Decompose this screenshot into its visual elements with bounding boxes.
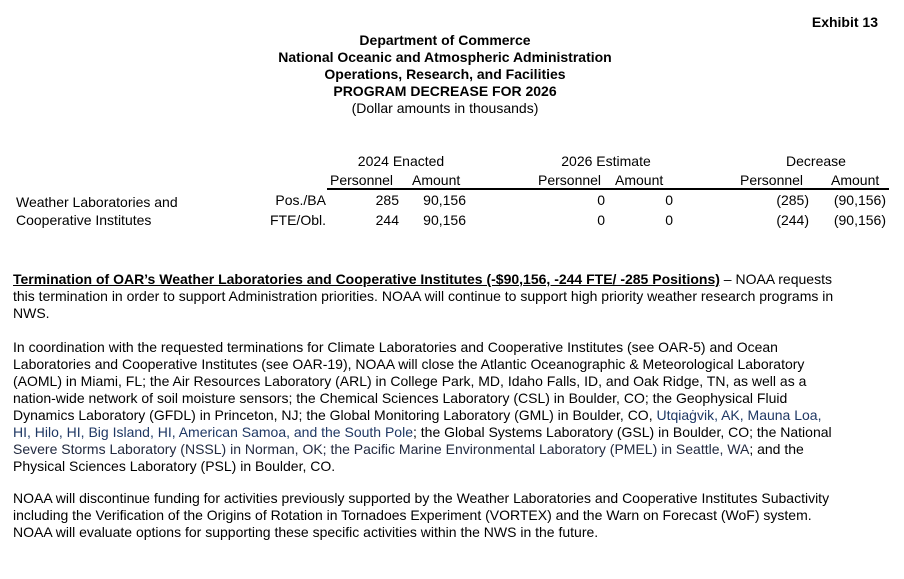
group-header-2024-enacted: 2024 Enacted	[357, 153, 445, 169]
highlighted-text: Utqiaġvik, AK, Mauna Loa,	[656, 407, 822, 423]
row-label: Cooperative Institutes	[16, 212, 152, 228]
lab-closure-paragraph	[13, 339, 832, 475]
col-header-amount: Amount	[615, 172, 664, 188]
units-note: (Dollar amounts in thousands)	[351, 100, 539, 116]
paragraph-text: Dynamics Laboratory (GFDL) in Princeton, NJ; the Global Monitoring Laboratory (GML) in Boulder, CO,	[13, 407, 657, 423]
exhibit-number: Exhibit 13	[811, 14, 878, 30]
paragraph-text: In coordination with the requested terminations for Climate Laboratories and Cooperative Institutes (see OAR-5) and Ocean	[13, 339, 778, 355]
paragraph-text: – NOAA requests	[719, 271, 832, 287]
highlighted-text: HI, Hilo, HI, Big Island, HI, American Samoa, and the South Pole	[13, 424, 413, 440]
paragraph-text: including the Verification of the Origins of Rotation in Tornadoes Experiment (VORTEX) and the Warn on Forecast (WoF) system.	[13, 507, 812, 523]
cell-value: (90,156)	[833, 192, 886, 208]
cell-value: 0	[665, 192, 673, 208]
paragraph-text: nation-wide network of soil moisture sensors; the Chemical Sciences Laboratory (CSL) in Boulder, CO; the Geophysical Fluid	[13, 390, 788, 406]
paragraph-text: this termination in order to support Administration priorities. NOAA will continue to support high priority weather research programs in	[13, 288, 834, 304]
cell-value: 0	[597, 192, 605, 208]
col-header-personnel: Personnel	[538, 172, 602, 188]
col-header-amount: Amount	[412, 172, 461, 188]
cell-value: 244	[375, 212, 399, 228]
section-heading: Termination of OAR’s Weather Laboratories and Cooperative Institutes (-$90,156, -244 FTE/ -285 Positions)	[13, 271, 720, 287]
justification-paragraph	[13, 271, 833, 322]
col-header-personnel: Personnel	[330, 172, 394, 188]
paragraph-text: Physical Sciences Laboratory (PSL) in Boulder, CO.	[13, 458, 336, 474]
row-type: Pos./BA	[275, 192, 326, 208]
paragraph-text: Laboratories and Cooperative Institutes (see OAR-19), NOAA will close the Atlantic Oceanographic & Meteorological Laboratory	[13, 356, 805, 372]
agency-name: National Oceanic and Atmospheric Administration	[278, 49, 612, 65]
row-label: Weather Laboratories and	[16, 194, 178, 210]
cell-value: 0	[597, 212, 605, 228]
cell-value: (90,156)	[833, 212, 886, 228]
row-type: FTE/Obl.	[269, 212, 326, 228]
col-header-amount: Amount	[831, 172, 880, 188]
group-header-decrease: Decrease	[786, 153, 846, 169]
group-header-2026-estimate: 2026 Estimate	[561, 153, 651, 169]
department-name: Department of Commerce	[359, 32, 531, 48]
cell-value: 90,156	[423, 212, 466, 228]
paragraph-text: (AOML) in Miami, FL; the Air Resources Laboratory (ARL) in College Park, MD, Idaho Falls, ID, and Oak Ridge, TN, as well as a	[13, 373, 807, 389]
paragraph-text: ; and the	[749, 441, 804, 457]
cell-value: (244)	[776, 212, 809, 228]
paragraph-text: NWS.	[13, 305, 50, 321]
page-title: PROGRAM DECREASE FOR 2026	[333, 83, 557, 99]
discontinue-funding-paragraph	[13, 490, 829, 541]
col-header-personnel: Personnel	[740, 172, 804, 188]
paragraph-text: NOAA will discontinue funding for activities previously supported by the Weather Laboratories and Cooperative Institutes Subactivity	[13, 490, 830, 506]
header-rule	[327, 188, 889, 190]
paragraph-text: NOAA will evaluate options for supporting these specific activities within the NWS in the future.	[13, 524, 599, 540]
cell-value: 90,156	[423, 192, 466, 208]
cell-value: 0	[665, 212, 673, 228]
account-name: Operations, Research, and Facilities	[324, 66, 566, 82]
cell-value: 285	[375, 192, 399, 208]
cell-value: (285)	[776, 192, 809, 208]
highlighted-text: Severe Storms Laboratory (NSSL) in Norman, OK; the Pacific Marine Environmental Laboratory (PMEL) in Seattle, WA	[13, 441, 750, 457]
paragraph-text: ; the Global Systems Laboratory (GSL) in Boulder, CO; the National	[412, 424, 832, 440]
